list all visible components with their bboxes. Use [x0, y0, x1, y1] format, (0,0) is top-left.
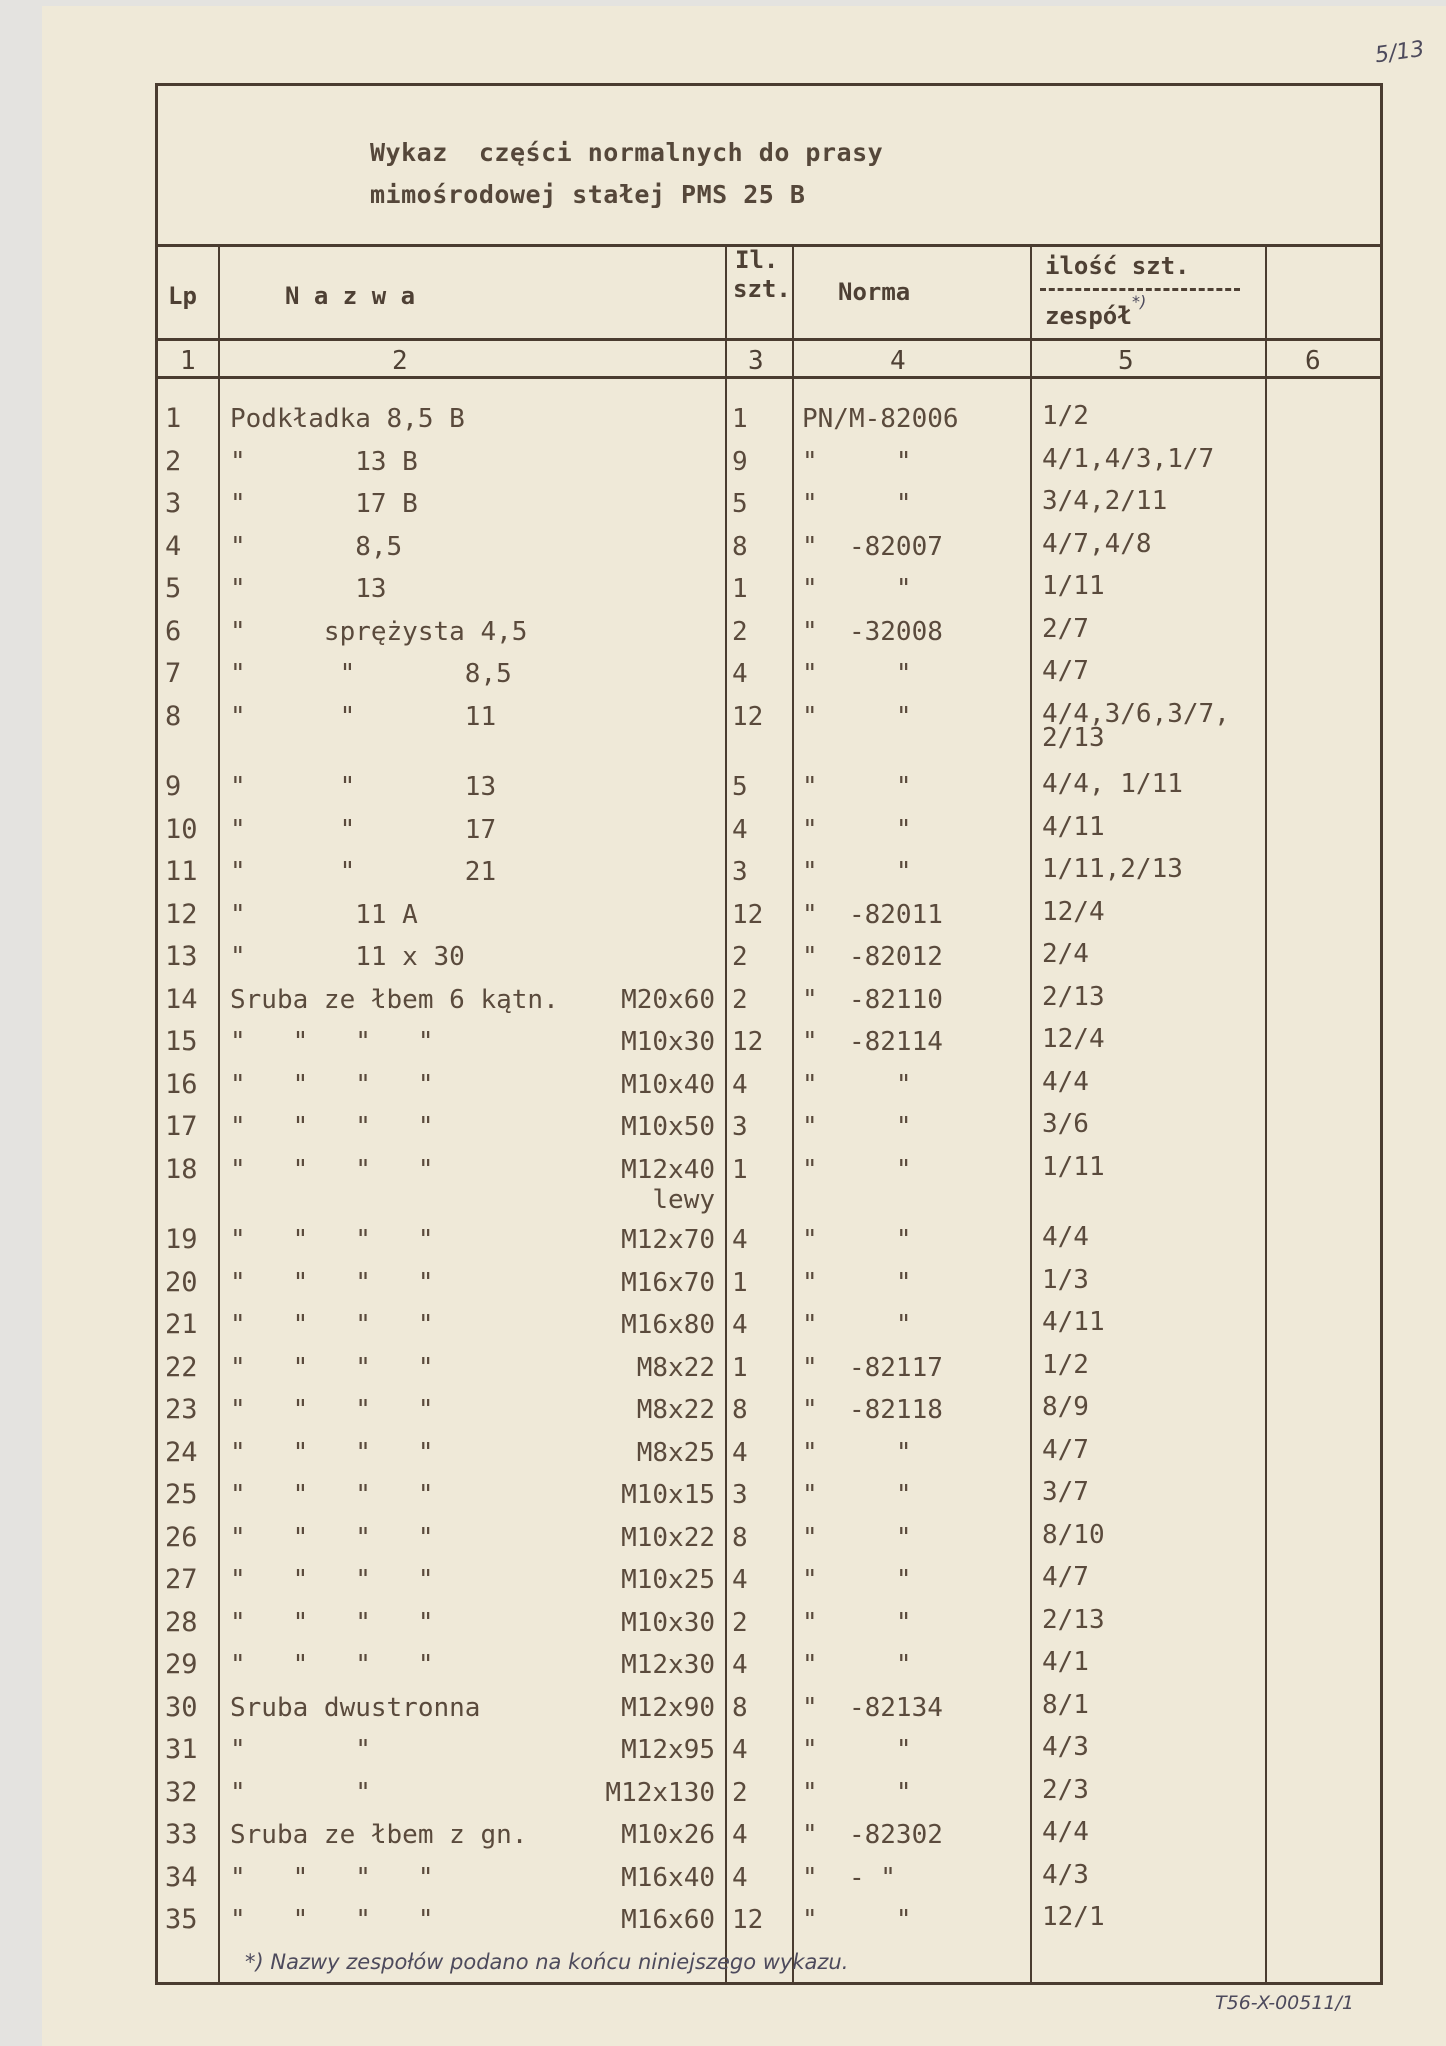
row-lp: 7: [165, 658, 182, 689]
rule-col2: [725, 246, 727, 1984]
row-lp: 25: [165, 1479, 198, 1510]
row-lp: 32: [165, 1776, 198, 1808]
row-name: " " " ": [230, 1395, 434, 1425]
row-norma: " ": [802, 701, 912, 732]
row-qty: 2: [732, 1777, 748, 1808]
row-norma: " ": [802, 814, 912, 845]
row-name: " " " ": [230, 1437, 434, 1468]
row-lp: 8: [165, 700, 182, 732]
header-ilosc-footnote-mark: *): [1132, 292, 1147, 311]
row-ilosc: 4/11: [1042, 811, 1105, 842]
rule-col5: [1265, 246, 1267, 1984]
row-name: " 13 B: [230, 446, 418, 477]
row-ilosc: 4/4,3/6,3/7, 2/13: [1042, 698, 1230, 753]
colnum-2: 2: [392, 346, 408, 376]
row-qty: 4: [732, 814, 748, 845]
row-ilosc: 3/4,2/11: [1042, 486, 1168, 516]
row-name: Sruba ze łbem 6 kątn.: [230, 984, 559, 1015]
row-size: M10x22: [621, 1522, 715, 1553]
row-lp: 17: [165, 1111, 198, 1142]
row-lp: 1: [165, 403, 182, 434]
row-ilosc: 8/10: [1042, 1519, 1105, 1550]
row-qty: 4: [732, 1310, 748, 1340]
colnum-3: 3: [748, 346, 764, 376]
row-ilosc: 4/4: [1042, 1817, 1089, 1847]
row-qty: 8: [732, 1522, 748, 1553]
row-norma: " ": [802, 1565, 912, 1595]
row-ilosc: 2/7: [1042, 613, 1089, 644]
row-qty: 8: [732, 531, 748, 562]
row-ilosc: 12/4: [1042, 1024, 1105, 1054]
row-norma: " ": [802, 1777, 912, 1808]
row-ilosc: 4/7: [1042, 1434, 1089, 1465]
colnum-1: 1: [180, 346, 196, 376]
row-lp: 3: [165, 488, 182, 519]
row-name: " " " ": [230, 1522, 434, 1553]
row-qty: 2: [732, 942, 748, 972]
row-qty: 2: [732, 1607, 748, 1638]
row-size: M8x22: [636, 1395, 715, 1425]
row-ilosc: 1/11: [1042, 1151, 1105, 1182]
row-norma: " -82114: [802, 1027, 943, 1057]
row-norma: " - ": [802, 1862, 896, 1893]
row-qty: 4: [732, 1735, 748, 1765]
row-lp: 20: [165, 1266, 198, 1298]
row-name: " " 8,5: [230, 659, 512, 689]
rule-col4: [1030, 246, 1032, 1984]
row-norma: " ": [802, 1650, 912, 1680]
row-lp: 27: [165, 1564, 198, 1595]
row-size: M16x60: [621, 1905, 715, 1935]
row-lp: 34: [165, 1861, 198, 1893]
row-size: M16x80: [621, 1310, 715, 1340]
row-qty: 3: [732, 1480, 748, 1510]
row-size: M12x40 lewy: [621, 1154, 715, 1215]
row-qty: 12: [732, 1905, 764, 1935]
row-lp: 29: [165, 1649, 198, 1680]
title-line-2: mimośrodowej stałej PMS 25 B: [370, 180, 806, 209]
row-name: " " 17: [230, 814, 497, 845]
rule-colnum-bottom: [155, 376, 1383, 379]
row-name: " " " ": [230, 1650, 434, 1680]
row-qty: 1: [732, 404, 748, 434]
row-name: " 11 A: [230, 899, 418, 930]
row-lp: 18: [165, 1153, 198, 1185]
row-lp: 28: [165, 1606, 198, 1638]
row-norma: " -82110: [802, 984, 943, 1015]
row-norma: " ": [802, 1154, 912, 1185]
rule-col3: [792, 246, 794, 1984]
row-name: " 13: [230, 574, 387, 604]
row-qty: 4: [732, 1862, 748, 1893]
row-name: " 8,5: [230, 531, 403, 562]
row-ilosc: 4/3: [1042, 1732, 1089, 1762]
row-ilosc: 3/6: [1042, 1109, 1089, 1139]
row-size: M20x60: [621, 984, 715, 1015]
row-ilosc: 1/3: [1042, 1264, 1089, 1295]
row-norma: " ": [802, 857, 912, 887]
row-norma: " ": [802, 1905, 912, 1935]
row-norma: " ": [802, 574, 912, 604]
row-name: Sruba ze łbem z gn.: [230, 1820, 528, 1850]
row-size: M12x130: [605, 1777, 715, 1808]
row-size: M12x30: [621, 1650, 715, 1680]
row-norma: PN/M-82006: [802, 404, 959, 434]
row-name: " " " ": [230, 1607, 434, 1638]
row-ilosc: 4/7,4/8: [1042, 528, 1152, 559]
row-lp: 9: [165, 771, 182, 802]
row-name: " " " ": [230, 1905, 434, 1935]
row-size: M16x40: [621, 1862, 715, 1893]
row-lp: 16: [165, 1068, 198, 1100]
row-ilosc: 4/4, 1/11: [1042, 769, 1183, 799]
row-ilosc: 2/4: [1042, 939, 1089, 969]
row-name: " ": [230, 1777, 371, 1808]
row-ilosc: 2/3: [1042, 1774, 1089, 1805]
row-norma: " ": [802, 1437, 912, 1468]
row-lp: 22: [165, 1351, 198, 1383]
colnum-6: 6: [1305, 346, 1321, 376]
row-name: " sprężysta 4,5: [230, 616, 528, 647]
row-norma: " ": [802, 1069, 912, 1100]
row-name: " 11 x 30: [230, 942, 465, 972]
row-qty: 4: [732, 659, 748, 689]
row-norma: " ": [802, 659, 912, 689]
row-name: " " " ": [230, 1267, 434, 1298]
footnote: *) Nazwy zespołów podano na końcu niniejszego wykazu.: [245, 1950, 849, 1974]
row-norma: " -82117: [802, 1352, 943, 1383]
row-ilosc: 2/13: [1042, 1604, 1105, 1635]
page-number: 5/13: [1373, 36, 1426, 69]
row-size: M10x50: [621, 1112, 715, 1142]
row-ilosc: 4/3: [1042, 1859, 1089, 1890]
row-qty: 3: [732, 1112, 748, 1142]
row-qty: 12: [732, 701, 764, 732]
row-name: " 17 B: [230, 489, 418, 519]
row-name: " " " ": [230, 1310, 434, 1340]
row-qty: 4: [732, 1437, 748, 1468]
header-ilosc-1: ilość szt.: [1045, 252, 1190, 280]
row-qty: 1: [732, 574, 748, 604]
row-ilosc: 12/1: [1042, 1902, 1105, 1932]
row-norma: " -82012: [802, 942, 943, 972]
row-lp: 6: [165, 615, 182, 647]
row-qty: 8: [732, 1395, 748, 1425]
row-name: " " " ": [230, 1352, 434, 1383]
row-lp: 2: [165, 445, 182, 477]
row-size: M10x15: [621, 1480, 715, 1510]
row-norma: " -82007: [802, 531, 943, 562]
row-lp: 12: [165, 898, 198, 930]
row-ilosc: 1/2: [1042, 401, 1089, 431]
row-ilosc: 4/4: [1042, 1222, 1089, 1252]
header-ilosc-divider: [1040, 288, 1240, 291]
row-name: " " " ": [230, 1565, 434, 1595]
row-qty: 3: [732, 857, 748, 887]
row-qty: 4: [732, 1820, 748, 1850]
row-size: M12x90: [621, 1692, 715, 1723]
row-norma: " ": [802, 772, 912, 802]
header-il-szt-1: Il.: [735, 246, 779, 274]
row-ilosc: 12/4: [1042, 896, 1105, 927]
row-norma: " ": [802, 489, 912, 519]
row-qty: 5: [732, 489, 748, 519]
row-name: " " 13: [230, 772, 497, 802]
row-ilosc: 1/2: [1042, 1349, 1089, 1380]
row-size: M10x30: [621, 1607, 715, 1638]
row-lp: 24: [165, 1436, 198, 1468]
header-il-szt-2: szt.: [733, 275, 791, 303]
row-lp: 5: [165, 573, 182, 604]
row-norma: " -32008: [802, 616, 943, 647]
row-norma: " ": [802, 446, 912, 477]
row-lp: 33: [165, 1819, 198, 1850]
row-lp: 23: [165, 1394, 198, 1425]
row-norma: " -82011: [802, 899, 943, 930]
row-qty: 1: [732, 1154, 748, 1185]
row-lp: 35: [165, 1904, 198, 1935]
row-size: M16x70: [621, 1267, 715, 1298]
row-norma: " ": [802, 1225, 912, 1255]
row-size: M10x30: [621, 1027, 715, 1057]
row-ilosc: 3/7: [1042, 1477, 1089, 1507]
row-size: M10x25: [621, 1565, 715, 1595]
row-lp: 21: [165, 1309, 198, 1340]
rule-col1: [218, 246, 220, 1984]
row-size: M10x40: [621, 1069, 715, 1100]
title-line-1: Wykaz części normalnych do prasy: [370, 138, 884, 167]
row-ilosc: 2/13: [1042, 981, 1105, 1012]
row-ilosc: 4/4: [1042, 1066, 1089, 1097]
row-name: " " " ": [230, 1862, 434, 1893]
row-qty: 1: [732, 1267, 748, 1298]
row-ilosc: 4/7: [1042, 656, 1089, 686]
row-norma: " ": [802, 1480, 912, 1510]
row-size: M12x70: [621, 1225, 715, 1255]
row-size: M8x22: [636, 1352, 715, 1383]
row-size: M12x95: [621, 1735, 715, 1765]
row-name: " ": [230, 1735, 371, 1765]
row-size: M10x26: [621, 1820, 715, 1850]
row-qty: 2: [732, 616, 748, 647]
row-qty: 1: [732, 1352, 748, 1383]
row-norma: " ": [802, 1310, 912, 1340]
colnum-5: 5: [1118, 346, 1134, 376]
row-lp: 14: [165, 983, 198, 1015]
row-name: " " " ": [230, 1225, 434, 1255]
row-lp: 15: [165, 1026, 198, 1057]
header-ilosc-2: zespół: [1045, 302, 1132, 330]
row-name: Sruba dwustronna: [230, 1692, 481, 1723]
row-qty: 5: [732, 772, 748, 802]
row-qty: 8: [732, 1692, 748, 1723]
row-qty: 9: [732, 446, 748, 477]
row-ilosc: 4/7: [1042, 1562, 1089, 1592]
row-name: " " 21: [230, 857, 497, 887]
row-norma: " ": [802, 1735, 912, 1765]
row-qty: 4: [732, 1650, 748, 1680]
row-lp: 19: [165, 1224, 198, 1255]
row-name: " " " ": [230, 1027, 434, 1057]
rule-header-bottom: [155, 338, 1383, 341]
row-qty: 12: [732, 899, 764, 930]
row-name: " " " ": [230, 1112, 434, 1142]
header-norma: Norma: [838, 278, 911, 306]
row-ilosc: 4/1: [1042, 1647, 1089, 1677]
row-ilosc: 4/1,4/3,1/7: [1042, 443, 1215, 474]
row-name: " " 11: [230, 701, 497, 732]
document-title: [370, 132, 883, 216]
row-lp: 31: [165, 1734, 198, 1765]
row-ilosc: 4/11: [1042, 1307, 1105, 1337]
row-norma: " ": [802, 1522, 912, 1553]
row-lp: 30: [165, 1691, 198, 1723]
row-lp: 4: [165, 530, 182, 562]
row-norma: " -82302: [802, 1820, 943, 1850]
row-name: " " " ": [230, 1154, 434, 1185]
row-name: " " " ": [230, 1069, 434, 1100]
document-code: T56-X-00511/1: [1215, 1992, 1355, 2014]
row-name: Podkładka 8,5 B: [230, 404, 465, 434]
header-lp: Lp: [168, 282, 197, 310]
row-qty: 2: [732, 984, 748, 1015]
row-qty: 12: [732, 1027, 764, 1057]
row-size: M8x25: [636, 1437, 715, 1468]
row-lp: 11: [165, 856, 198, 887]
row-norma: " ": [802, 1607, 912, 1638]
row-lp: 10: [165, 813, 198, 845]
row-lp: 13: [165, 941, 198, 972]
row-name: " " " ": [230, 1480, 434, 1510]
row-norma: " ": [802, 1112, 912, 1142]
row-qty: 4: [732, 1565, 748, 1595]
row-ilosc: 1/11,2/13: [1042, 854, 1183, 884]
row-qty: 4: [732, 1225, 748, 1255]
row-qty: 4: [732, 1069, 748, 1100]
row-ilosc: 1/11: [1042, 571, 1105, 601]
header-nazwa: N a z w a: [285, 282, 416, 310]
row-norma: " -82134: [802, 1692, 943, 1723]
row-ilosc: 8/1: [1042, 1689, 1089, 1720]
row-norma: " -82118: [802, 1395, 943, 1425]
row-ilosc: 8/9: [1042, 1392, 1089, 1422]
colnum-4: 4: [890, 346, 906, 376]
row-lp: 26: [165, 1521, 198, 1553]
row-norma: " ": [802, 1267, 912, 1298]
